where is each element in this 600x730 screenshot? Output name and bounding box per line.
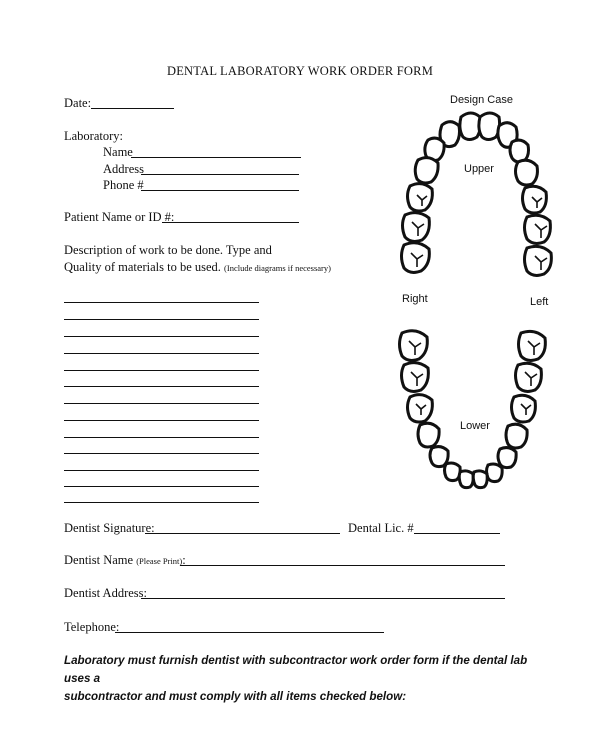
dentist-address-label: Dentist Address: <box>64 586 147 600</box>
lower-tooth <box>498 448 516 468</box>
lower-tooth <box>418 423 439 447</box>
signature-label: Dentist Signature: <box>64 521 155 535</box>
description-line-field[interactable] <box>64 336 259 337</box>
lic-field[interactable] <box>414 533 500 534</box>
lab-name-field[interactable] <box>131 157 301 158</box>
subcontractor-notice <box>64 652 544 706</box>
date-label: Date: <box>64 96 92 110</box>
notice-line-2: subcontractor and must comply with all items checked below: <box>64 690 407 703</box>
lower-tooth <box>516 363 542 391</box>
lower-tooth <box>512 395 536 422</box>
description-line1: Description of work to be done. Type and <box>64 243 272 257</box>
lower-tooth <box>473 471 487 488</box>
description-text: Quality of materials to be used. <box>64 260 221 274</box>
upper-tooth <box>479 113 500 140</box>
dentist-name-field[interactable] <box>180 565 505 566</box>
please-print-note: (Please Print) <box>136 556 183 566</box>
lower-arch-label: Lower <box>460 420 490 432</box>
signature-field[interactable] <box>145 533 340 534</box>
description-line-field[interactable] <box>64 453 259 454</box>
description-line-field[interactable] <box>64 403 259 404</box>
dentist-name-label: Dentist Name <box>64 553 134 567</box>
right-label: Right <box>402 293 428 305</box>
design-case-label: Design Case <box>450 94 513 106</box>
form-title: DENTAL LABORATORY WORK ORDER FORM <box>166 64 434 78</box>
date-field[interactable] <box>91 108 174 109</box>
lab-name-label: Name <box>103 145 133 159</box>
patient-label: Patient Name or ID #: <box>64 210 175 224</box>
telephone-label: Telephone: <box>64 620 120 634</box>
description-line-field[interactable] <box>64 486 259 487</box>
description-line-field[interactable] <box>64 470 259 471</box>
lower-tooth <box>459 471 473 488</box>
telephone-field[interactable] <box>115 632 384 633</box>
description-note: (Include diagrams if necessary) <box>224 263 331 273</box>
upper-tooth <box>516 160 538 185</box>
description-line-field[interactable] <box>64 420 259 421</box>
description-line-field[interactable] <box>64 353 259 354</box>
laboratory-label: Laboratory: <box>64 129 124 143</box>
description-line-field[interactable] <box>64 502 259 503</box>
lower-tooth <box>487 464 503 482</box>
dentist-address-field[interactable] <box>141 598 505 599</box>
left-label: Left <box>530 296 549 308</box>
description-line2 <box>64 261 331 274</box>
lab-phone-field[interactable] <box>141 190 299 191</box>
notice-line-1: Laboratory must furnish dentist with subcontractor work order form if the dental lab uses a <box>64 654 528 685</box>
lower-tooth <box>506 424 527 448</box>
description-line-field[interactable] <box>64 437 259 438</box>
description-line-field[interactable] <box>64 370 259 371</box>
upper-tooth <box>525 215 551 243</box>
tooth-chart-diagram[interactable] <box>380 90 570 510</box>
lic-label: Dental Lic. # <box>348 521 414 535</box>
upper-tooth <box>415 158 438 183</box>
lab-phone-label: Phone # <box>103 178 144 192</box>
lab-address-label: Address <box>103 162 144 176</box>
description-line-field[interactable] <box>64 319 259 320</box>
patient-field[interactable] <box>162 222 299 223</box>
description-line-field[interactable] <box>64 386 259 387</box>
upper-tooth <box>525 246 552 275</box>
lab-address-field[interactable] <box>141 174 299 175</box>
dentist-name-label-group <box>64 554 186 567</box>
description-line-field[interactable] <box>64 302 259 303</box>
upper-arch-label: Upper <box>464 163 494 175</box>
dentist-name-colon: : <box>182 553 186 567</box>
